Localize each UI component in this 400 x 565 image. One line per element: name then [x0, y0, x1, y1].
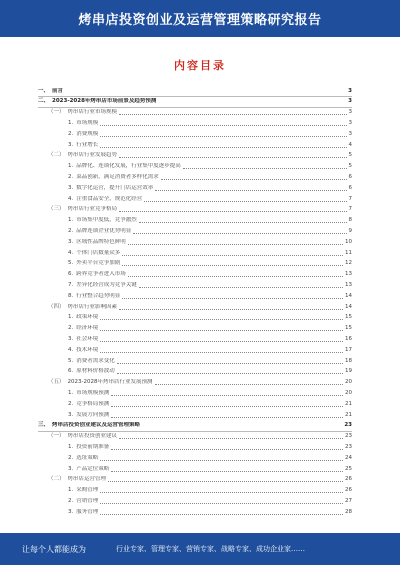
toc-entry[interactable]	[38, 496, 352, 506]
toc-entry-title: 烤串店投资创业建议及运营管理策略	[52, 422, 141, 429]
toc-leader-dots	[155, 380, 344, 385]
toc-entry-page: 6	[348, 184, 352, 191]
toc-entry-title: 消费者需求变化	[76, 357, 115, 364]
toc-entry[interactable]	[38, 464, 352, 474]
toc-entry-number: 1.	[68, 443, 74, 450]
toc-entry-page: 14	[345, 303, 352, 310]
toc-entry-page: 5	[348, 163, 352, 170]
toc-entry-number: 1.	[68, 163, 74, 170]
toc-entry-title: 产品定位策略	[76, 465, 110, 472]
toc-entry-number: 6.	[68, 271, 74, 278]
toc-entry[interactable]	[38, 324, 352, 334]
toc-entry-number: 3.	[68, 141, 74, 148]
toc-leader-dots	[65, 89, 346, 93]
footer-roles: 行业专家、管理专家、营销专家、战略专家、成功企业家……	[116, 545, 305, 553]
toc-entry-page: 8	[348, 217, 352, 224]
toc-entry-title: 前言	[52, 87, 64, 94]
toc-entry[interactable]	[38, 140, 352, 150]
toc-entry-page: 7	[348, 195, 352, 202]
toc-entry-title: 差异化经营成为竞争关键	[76, 281, 137, 288]
toc-leader-dots	[100, 337, 343, 342]
toc-leader-dots	[100, 326, 343, 331]
toc-entry-title: 品牌连锁企业优势明显	[76, 227, 132, 234]
page-header	[0, 0, 400, 37]
toc-entry-number: 2.	[68, 325, 74, 332]
toc-entry-number: 1.	[68, 389, 74, 396]
toc-leader-dots	[117, 369, 343, 374]
toc-entry-number: （四）	[48, 303, 65, 310]
toc-entry[interactable]	[38, 399, 352, 409]
toc-entry[interactable]	[38, 118, 352, 128]
toc-entry-title: 发展方向预测	[76, 411, 110, 418]
toc-entry-number: 一、	[38, 87, 50, 94]
toc-entry[interactable]	[38, 475, 352, 485]
toc-heading: 内容目录	[174, 59, 226, 72]
toc-leader-dots	[119, 207, 346, 212]
toc-entry-number: 三、	[38, 422, 50, 429]
toc-entry-title: 品牌化、连锁化发展，行业集中度逐步提高	[76, 163, 181, 170]
toc-entry-page: 18	[345, 357, 352, 364]
toc-entry-page: 25	[345, 465, 352, 472]
toc-entry-page: 20	[345, 389, 352, 396]
toc-entry[interactable]	[38, 432, 352, 442]
toc-entry-page: 11	[345, 249, 352, 256]
toc-entry[interactable]	[38, 108, 352, 118]
toc-entry-title: 市场规模	[76, 119, 99, 126]
toc-entry-number: 8.	[68, 292, 74, 299]
toc-entry-title: 数字化运营，提升门店运营效率	[76, 184, 154, 191]
toc-entry-title: 区域性品牌特色鲜明	[76, 238, 126, 245]
toc-entry-number: 3.	[68, 508, 74, 515]
toc-entry-page: 14	[345, 292, 352, 299]
toc-entry-page: 17	[345, 346, 352, 353]
toc-entry-number: 3.	[68, 465, 74, 472]
toc-leader-dots	[111, 402, 343, 407]
toc-entry[interactable]	[38, 270, 352, 280]
toc-entry[interactable]	[38, 205, 352, 215]
toc-entry-title: 外卖平台竞争加剧	[76, 260, 121, 267]
toc-entry-page: 15	[345, 314, 352, 321]
toc-leader-dots	[183, 164, 347, 169]
toc-entry[interactable]	[38, 302, 352, 312]
toc-entry-number: 1.	[68, 314, 74, 321]
toc-entry-title: 选址策略	[76, 454, 99, 461]
toc-entry[interactable]	[38, 334, 352, 344]
toc-entry-title: 烤串店运营管理	[67, 476, 107, 483]
toc-entry-page: 23	[344, 422, 352, 429]
toc-entry-page: 3	[348, 130, 352, 137]
toc-leader-dots	[100, 132, 346, 137]
toc-entry-page: 3	[348, 87, 352, 94]
toc-leader-dots	[111, 467, 343, 472]
toc-entry[interactable]	[38, 162, 352, 172]
toc-leader-dots	[128, 272, 343, 277]
toc-leader-dots	[117, 359, 343, 364]
toc-leader-dots	[111, 391, 343, 396]
toc-leader-dots	[119, 305, 343, 310]
toc-entry-title: 营销管理	[76, 497, 99, 504]
toc-entry-title: 竞争格局预测	[76, 400, 110, 407]
toc-entry-title: 市场规模预测	[76, 389, 110, 396]
toc-entry[interactable]	[38, 345, 352, 355]
toc-entry-page: 28	[345, 508, 352, 515]
toc-leader-dots	[142, 424, 342, 428]
toc-entry-number: 4.	[68, 195, 74, 202]
toc-entry[interactable]	[38, 172, 352, 182]
toc-leader-dots	[100, 499, 343, 504]
toc-entry[interactable]	[38, 421, 352, 432]
toc-entry-page: 3	[348, 119, 352, 126]
toc-entry-number: 3.	[68, 238, 74, 245]
toc-entry-number: 3.	[68, 411, 74, 418]
toc-entry[interactable]	[38, 86, 352, 97]
toc-entry-number: （一）	[48, 109, 65, 116]
toc-entry-number: 2.	[68, 130, 74, 137]
toc-leader-dots	[119, 434, 343, 439]
toc-entry-page: 6	[348, 173, 352, 180]
toc-entry-page: 20	[345, 379, 352, 386]
toc-entry-title: 原材料价格波动	[76, 368, 115, 375]
toc-leader-dots	[158, 100, 346, 104]
toc-entry[interactable]	[38, 367, 352, 377]
toc-entry-number: （二）	[48, 476, 65, 483]
toc-entry[interactable]	[38, 259, 352, 269]
toc-leader-dots	[139, 218, 347, 223]
toc-leader-dots	[108, 477, 343, 482]
toc-entry-number: 2.	[68, 400, 74, 407]
toc-entry[interactable]	[38, 453, 352, 463]
toc-entry[interactable]	[38, 151, 352, 161]
toc-entry-page: 13	[345, 281, 352, 288]
toc-entry[interactable]	[38, 226, 352, 236]
toc-leader-dots	[122, 251, 343, 256]
toc-entry-number: 2.	[68, 454, 74, 461]
toc-entry-number: 6.	[68, 368, 74, 375]
toc-entry-page: 3	[348, 98, 352, 105]
toc-leader-dots	[144, 197, 346, 202]
toc-entry-title: 个体门店数量众多	[76, 249, 121, 256]
toc-entry-number: 1.	[68, 487, 74, 494]
toc-entry[interactable]	[38, 183, 352, 193]
toc-leader-dots	[139, 283, 343, 288]
toc-entry-title: 市场集中度低，竞争激烈	[76, 217, 137, 224]
toc-entry-number: 1.	[68, 217, 74, 224]
toc-entry[interactable]	[38, 291, 352, 301]
toc-leader-dots	[155, 186, 346, 191]
toc-entry[interactable]	[38, 280, 352, 290]
toc-leader-dots	[122, 294, 343, 299]
toc-entry-title: 烤串店行业市场规模	[67, 109, 118, 116]
toc-entry-number: 7.	[68, 281, 74, 288]
toc-entry[interactable]	[38, 194, 352, 204]
toc-leader-dots	[133, 229, 346, 234]
toc-entry[interactable]	[38, 237, 352, 247]
toc-entry-page: 26	[345, 476, 352, 483]
toc-entry-title: 政策环境	[76, 314, 99, 321]
toc-entry-page: 13	[345, 271, 352, 278]
toc-entry-title: 菜品创新，满足消费者多样化需求	[76, 173, 159, 180]
toc-entry-number: 5.	[68, 260, 74, 267]
toc-entry-number: 4.	[68, 249, 74, 256]
toc-entry-page: 23	[345, 443, 352, 450]
toc-entry-page: 10	[345, 238, 352, 245]
toc-entry-page: 23	[345, 433, 352, 440]
toc-entry[interactable]	[38, 313, 352, 323]
toc-leader-dots	[100, 456, 343, 461]
toc-entry[interactable]	[38, 442, 352, 452]
toc-entry-page: 21	[345, 411, 352, 418]
toc-entry-number: （三）	[48, 206, 65, 213]
toc-entry-page: 7	[348, 206, 352, 213]
toc-entry-page: 9	[348, 227, 352, 234]
toc-entry[interactable]	[38, 97, 352, 108]
toc-entry-page: 19	[345, 368, 352, 375]
toc-entry-number: 2.	[68, 173, 74, 180]
toc-leader-dots	[119, 153, 346, 158]
toc-entry-title: 服务管理	[76, 508, 99, 515]
toc-entry-title: 经济环境	[76, 325, 99, 332]
toc-leader-dots	[100, 315, 343, 320]
toc-entry[interactable]	[38, 507, 352, 517]
toc-entry-page: 26	[345, 487, 352, 494]
toc-entry[interactable]	[38, 216, 352, 226]
toc-entry-page: 5	[348, 152, 352, 159]
toc-entry[interactable]	[38, 129, 352, 139]
toc-entry-title: 采购管理	[76, 487, 99, 494]
toc-entry-number: 3.	[68, 184, 74, 191]
toc-leader-dots	[100, 348, 343, 353]
toc-entry-title: 烤串店行业发展趋势	[67, 152, 118, 159]
toc-entry-page: 15	[345, 325, 352, 332]
toc-entry-page: 16	[345, 335, 352, 342]
toc-leader-dots	[122, 261, 343, 266]
toc-entry-number: 3.	[68, 335, 74, 342]
toc-leader-dots	[100, 121, 346, 126]
page-footer	[0, 533, 400, 565]
toc-entry-title: 跨界竞争者进入市场	[76, 271, 126, 278]
toc-entry[interactable]	[38, 410, 352, 420]
toc-entry-title: 烤串店行业竞争格局	[67, 206, 118, 213]
toc-entry[interactable]	[38, 356, 352, 366]
toc-entry-page: 24	[345, 454, 352, 461]
toc-entry-title: 消费规模	[76, 130, 99, 137]
toc-entry-title: 社会环境	[76, 335, 99, 342]
toc-leader-dots	[128, 240, 343, 245]
toc-entry-page: 27	[345, 497, 352, 504]
toc-leader-dots	[111, 445, 343, 450]
toc-entry-page: 12	[345, 260, 352, 267]
toc-entry-page: 21	[345, 400, 352, 407]
toc-leader-dots	[100, 510, 343, 515]
toc-entry-number: 2.	[68, 497, 74, 504]
toc-entry[interactable]	[38, 486, 352, 496]
toc-leader-dots	[161, 175, 347, 180]
toc-leader-dots	[100, 143, 346, 148]
toc-leader-dots	[119, 110, 346, 115]
toc-entry[interactable]	[38, 388, 352, 398]
toc-entry-title: 2023-2028年烤串店市场前景及趋势预测	[52, 98, 157, 105]
toc-entry[interactable]	[38, 248, 352, 258]
toc-entry-title: 技术环境	[76, 346, 99, 353]
toc-entry-title: 烤串店投资创业建议	[67, 433, 118, 440]
toc-entry-number: 二、	[38, 98, 50, 105]
toc-entry-number: 2.	[68, 227, 74, 234]
toc-entry-number: （二）	[48, 152, 65, 159]
toc-entry-title: 行业增长	[76, 141, 99, 148]
report-title: 烤串店投资创业及运营管理策略研究报告	[78, 13, 322, 28]
footer-slogan: 让每个人都能成为	[22, 544, 86, 554]
toc-entry-number: 5.	[68, 357, 74, 364]
toc-entry-number: （五）	[48, 379, 65, 386]
toc-entry-page: 3	[348, 109, 352, 116]
toc-entry-title: 投资前期准备	[76, 443, 110, 450]
toc-leader-dots	[111, 413, 343, 418]
toc-entry-title: 行业整合趋势明显	[76, 292, 121, 299]
toc-entry[interactable]	[38, 378, 352, 388]
toc-entry-title: 注重食品安全，规范化经营	[76, 195, 143, 202]
toc-entry-number: 1.	[68, 119, 74, 126]
toc-entry-title: 烤串店行业影响因素	[67, 303, 118, 310]
toc-entry-title: 2023-2028年烤串店行业发展预测	[67, 379, 153, 386]
toc-entry-number: （一）	[48, 433, 65, 440]
toc-leader-dots	[100, 488, 343, 493]
toc-entry-number: 4.	[68, 346, 74, 353]
toc-entry-page: 4	[348, 141, 352, 148]
